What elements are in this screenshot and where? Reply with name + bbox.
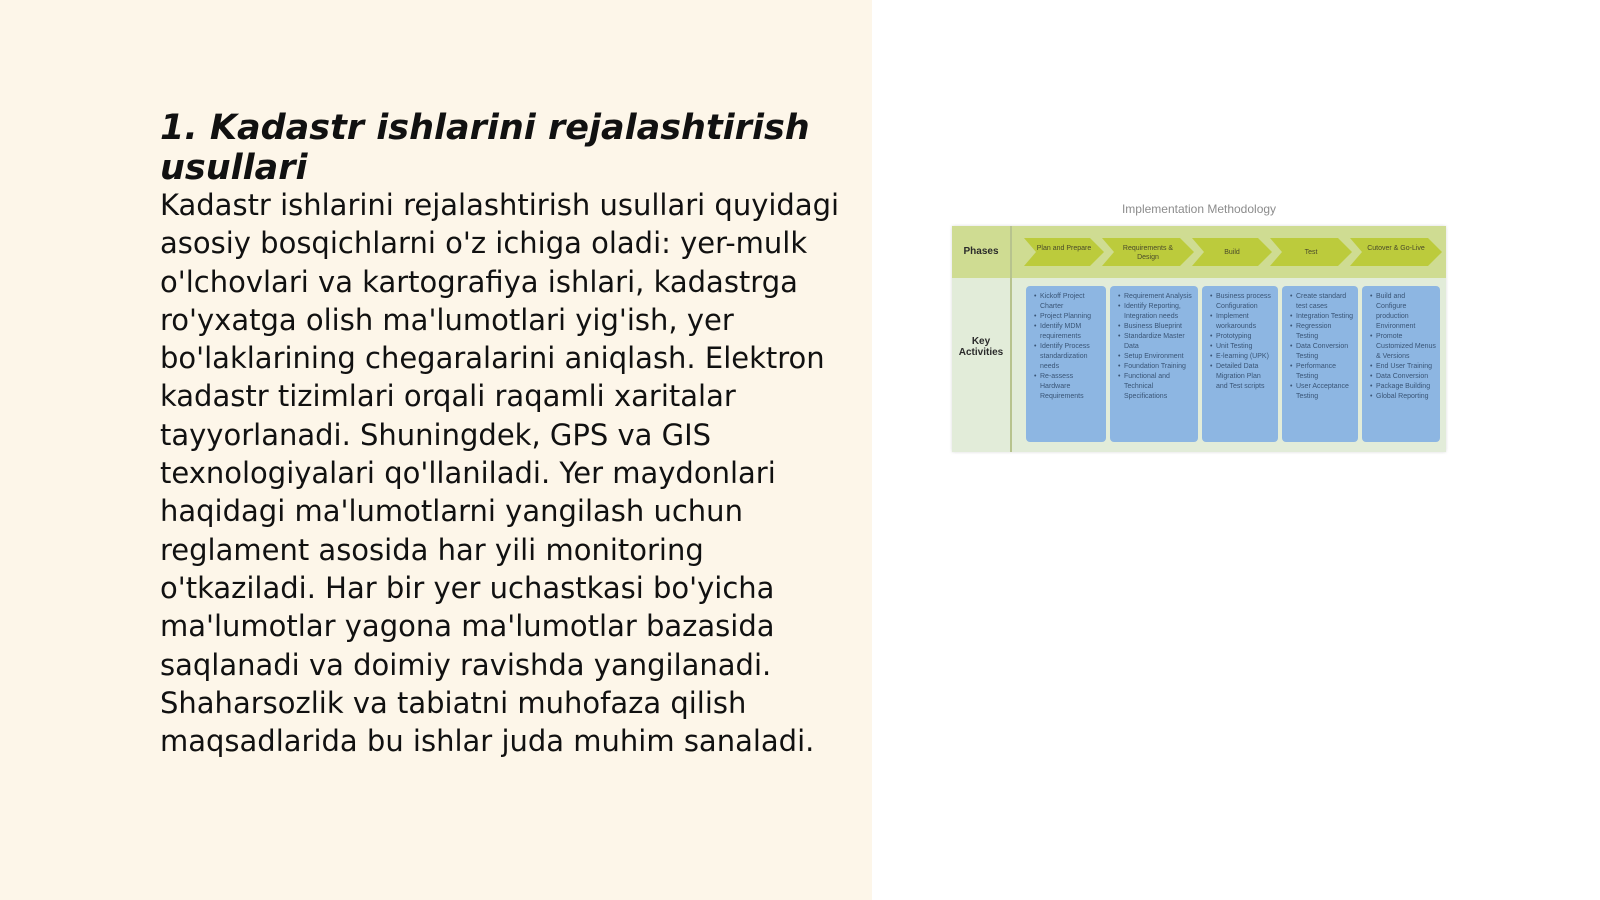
phases-row-label: Phases [963,246,999,257]
activity-item: • Standardize Master Data [1118,332,1194,352]
activity-item: • E-learning (UPK) [1210,352,1274,362]
phase-label-1: Plan and Prepare [1036,245,1092,252]
activity-item: • Data Conversion [1370,372,1436,382]
methodology-diagram [950,202,1448,454]
activity-item: • Identify Process standardization needs [1034,342,1102,372]
key-activities-row-label: Key Activities [958,336,1004,358]
activity-item: • Implement workarounds [1210,312,1274,332]
phase-label-2: Requirements & Design [1122,245,1174,261]
activity-column-1 [1026,286,1106,442]
activity-column-4 [1282,286,1358,442]
activity-item: • Business process Configuration [1210,292,1274,312]
activity-item: • Project Planning [1034,312,1102,322]
activity-column-3 [1202,286,1278,442]
phase-label-3: Build [1224,249,1240,256]
phase-label-4: Test [1304,249,1318,256]
activity-item: • Integration Testing [1290,312,1354,322]
activity-column-5 [1362,286,1440,442]
activity-item: • Regression Testing [1290,322,1354,342]
activity-item: • User Acceptance Testing [1290,382,1354,402]
activity-item: • Performance Testing [1290,362,1354,382]
activity-column-2 [1110,286,1198,442]
activity-item: • Create standard test cases [1290,292,1354,312]
activity-item: • Build and Configure production Environment [1370,292,1436,332]
activity-item: • Unit Testing [1210,342,1274,352]
diagram-title: Implementation Methodology [1121,202,1277,216]
slide-body: Kadastr ishlarini rejalashtirish usullari quyidagi asosiy bosqichlarni o'z ichiga oladi: yer-mulk o'lchovlari va kartografiya ishlari, kadastrga ro'yxatga olish ma'lumotlari yig'ish, yer bo'laklarining chegaralarini aniqlash. Elektron kadastr tizimlari orqali raqamli xaritalar tayyorlanadi. Shuningdek, GPS va GIS texnologiyalari qo'llaniladi. Yer maydonlari haqidagi ma'lumotlarni yangilash uchun reglament asosida har yili monitoring o'tkaziladi. Har bir yer uchastkasi bo'yicha ma'lumotlar yagona ma'lumotlar bazasida saqlanadi va doimiy ravishda yangilanadi. Shaharsozlik va tabiatni muhofaza qilish maqsadlarida bu ishlar juda muhim sanaladi. [160,188,840,759]
slide-title: 1. Kadastr ishlarini rejalashtirish usullari [160,108,810,188]
activity-item: • Foundation Training [1118,362,1194,372]
activity-item: • Kickoff Project Charter [1034,292,1102,312]
activity-item: • Requirement Analysis [1118,292,1194,302]
activity-item: • Business Blueprint [1118,322,1194,332]
activity-item: • Setup Environment [1118,352,1194,362]
activity-item: • Re-assess Hardware Requirements [1034,372,1102,402]
diagram-box [952,226,1446,452]
activity-item: • Data Conversion Testing [1290,342,1354,362]
phase-label-5: Cutover & Go-Live [1367,245,1425,252]
activity-item: • Functional and Technical Specifications [1118,372,1194,402]
activity-item: • Identify Reporting, Integration needs [1118,302,1194,322]
activity-item: • Identify MDM requirements [1034,322,1102,342]
activity-item: • Package Building [1370,382,1436,392]
activity-item: • Promote Customized Menus & Versions [1370,332,1436,362]
activity-item: • Detailed Data Migration Plan and Test scripts [1210,362,1274,392]
activity-item: • Prototyping [1210,332,1274,342]
activity-item: • Global Reporting [1370,392,1436,402]
activity-item: • End User Training [1370,362,1436,372]
